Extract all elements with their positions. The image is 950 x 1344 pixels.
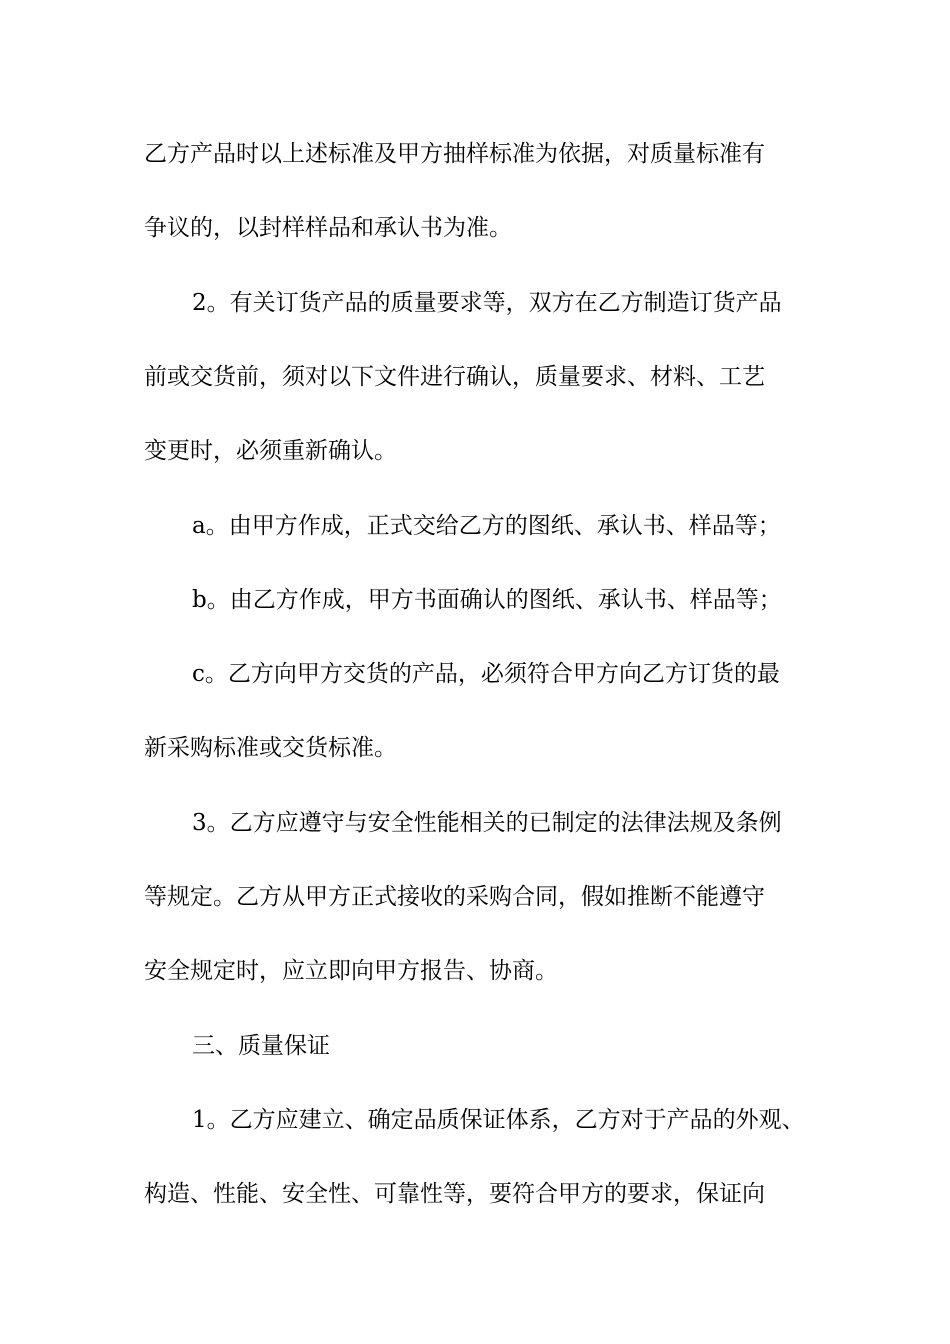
paragraph-line: 构造、性能、安全性、可靠性等，要符合甲方的要求，保证向 [144,1181,765,1207]
list-item-line: c。乙方向甲方交货的产品，必须符合甲方向乙方订货的最 [192,661,780,687]
paragraph-line: 争议的，以封样样品和承认书为准。 [144,215,512,241]
list-item-line: a。由甲方作成，正式交给乙方的图纸、承认书、样品等； [192,513,781,539]
list-item-line: b。由乙方作成，甲方书面确认的图纸、承认书、样品等； [192,587,782,613]
paragraph-line: 等规定。乙方从甲方正式接收的采购合同，假如推断不能遵守 [144,884,765,910]
paragraph-line: 新采购标准或交货标准。 [144,735,397,761]
paragraph-line: 1。乙方应建立、确定品质保证体系，乙方对于产品的外观、 [192,1107,805,1133]
paragraph-line: 乙方产品时以上述标准及甲方抽样标准为依据，对质量标准有 [144,141,765,167]
paragraph-line: 前或交货前，须对以下文件进行确认，质量要求、材料、工艺 [144,364,765,390]
paragraph-line: 2。有关订货产品的质量要求等，双方在乙方制造订货产品 [192,290,782,316]
paragraph-line: 变更时，必须重新确认。 [144,438,397,464]
section-heading: 三、质量保证 [192,1033,330,1059]
paragraph-line: 3。乙方应遵守与安全性能相关的已制定的法律法规及条例 [192,810,782,836]
paragraph-line: 安全规定时，应立即向甲方报告、协商。 [144,958,558,984]
